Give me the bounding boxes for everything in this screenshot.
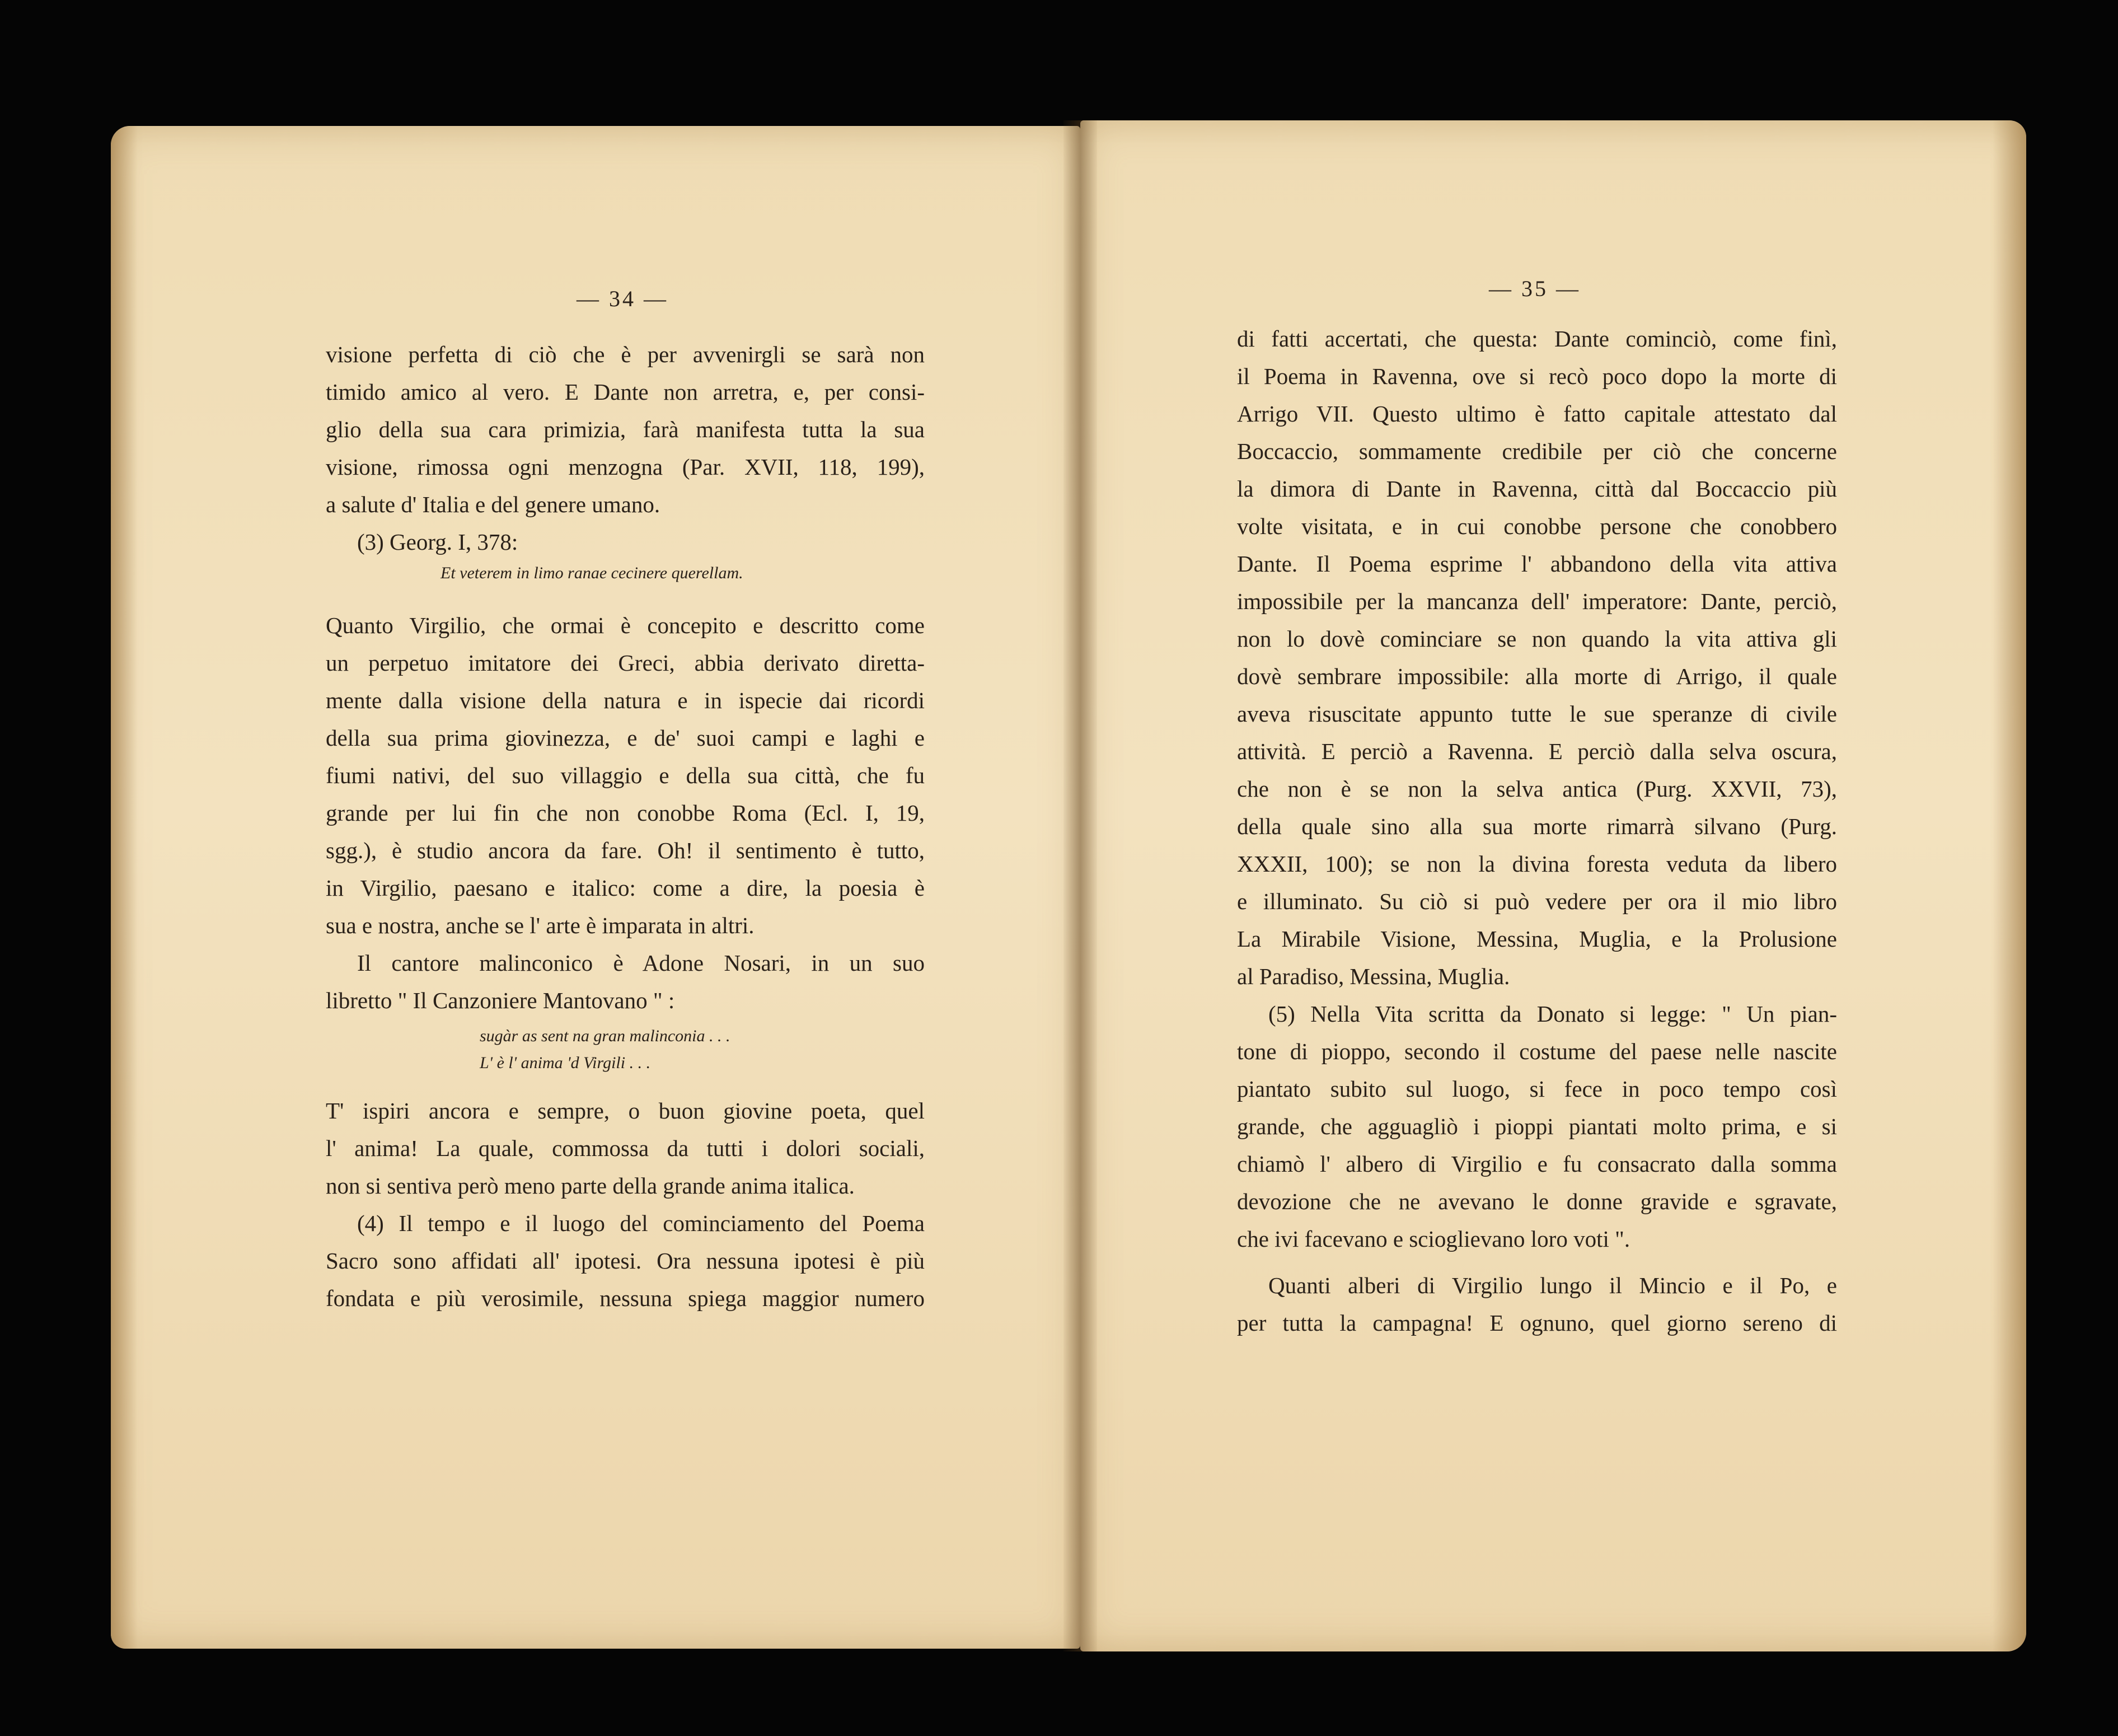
text-line: non si sentiva però meno parte della grande anima italica.: [326, 1173, 855, 1199]
footnote-5-start: (5) Nella Vita scritta da Donato si legge: " Un pian-: [1268, 1001, 1837, 1027]
text-line: aveva risuscitate appunto tutte le sue speranze di civile: [1237, 701, 1837, 727]
text-line: la dimora di Dante in Ravenna, città dal Boccaccio più: [1237, 476, 1837, 502]
page-number-left: — 34 —: [577, 286, 668, 311]
text-line: il Poema in Ravenna, ove si recò poco dopo la morte di: [1237, 363, 1837, 389]
text-line: piantato subito sul luogo, si fece in poco tempo così: [1237, 1076, 1837, 1102]
text-line: e illuminato. Su ciò si può vedere per ora il mio libro: [1237, 888, 1837, 914]
text-line: Quanto Virgilio, che ormai è concepito e descritto come: [326, 612, 925, 638]
text-line: volte visitata, e in cui conobbe persone che conobbero: [1237, 513, 1837, 539]
text-line: visione perfetta di ciò che è per avvenirgli se sarà non: [326, 341, 925, 367]
text-line: della sua prima giovinezza, e de' suoi campi e laghi e: [326, 725, 925, 751]
text-line: La Mirabile Visione, Messina, Muglia, e la Prolusione: [1237, 926, 1837, 952]
right-page-edge: [1993, 120, 2026, 1651]
text-line: devozione che ne avevano le donne gravide e sgravate,: [1237, 1188, 1837, 1214]
right-page-text: [1237, 320, 1837, 1342]
text-line: di fatti accertati, che questa: Dante cominciò, come finì,: [1237, 326, 1837, 352]
footnote-4-start: (4) Il tempo e il luogo del cominciamento del Poema: [357, 1210, 925, 1236]
left-page-text: [326, 336, 925, 1317]
latin-quotation: Et veterem in limo ranae cecinere querellam.: [441, 564, 743, 582]
text-line: in Virgilio, paesano e italico: come a dire, la poesia è: [326, 875, 925, 901]
book-gutter: [1063, 120, 1097, 1651]
text-line: sgg.), è studio ancora da fare. Oh! il sentimento è tutto,: [326, 837, 925, 863]
text-line: chiamò l' albero di Virgilio e fu consacrato dalla somma: [1237, 1151, 1837, 1177]
text-line: fiumi nativi, del suo villaggio e della sua città, che fu: [326, 762, 925, 788]
text-line: Boccaccio, sommamente credibile per ciò che concerne: [1237, 438, 1837, 464]
text-line: Il cantore malinconico è Adone Nosari, in un suo: [357, 950, 925, 976]
text-line: a salute d' Italia e del genere umano.: [326, 492, 660, 517]
dialect-verse-line: sugàr as sent na gran malinconia . . .: [480, 1027, 730, 1045]
text-line: Arrigo VII. Questo ultimo è fatto capitale attestato dal: [1237, 401, 1837, 427]
page-number-right: — 35 —: [1489, 276, 1581, 301]
left-page-edge: [111, 126, 138, 1649]
dialect-verse-line: L' è l' anima 'd Virgili . . .: [480, 1054, 651, 1072]
text-line: per tutta la campagna! E ognuno, quel giorno sereno di: [1237, 1310, 1837, 1336]
footnote-3-heading: (3) Georg. I, 378:: [357, 529, 518, 555]
text-line: dovè sembrare impossibile: alla morte di Arrigo, il quale: [1237, 663, 1837, 689]
text-line: libretto " Il Canzoniere Mantovano " :: [326, 988, 675, 1013]
text-line: glio della sua cara primizia, farà manifesta tutta la sua: [326, 417, 925, 442]
text-line: al Paradiso, Messina, Muglia.: [1237, 963, 1510, 989]
text-line: grande, che agguagliò i pioppi piantati molto prima, e si: [1237, 1113, 1837, 1139]
text-line: tone di pioppo, secondo il costume del paese nelle nascite: [1237, 1038, 1837, 1064]
text-line: mente dalla visione della natura e in ispecie dai ricordi: [326, 687, 925, 713]
text-line: T' ispiri ancora e sempre, o buon giovine poeta, quel: [326, 1098, 925, 1124]
text-line: timido amico al vero. E Dante non arretra, e, per consi-: [326, 379, 925, 405]
text-line: Sacro sono affidati all' ipotesi. Ora nessuna ipotesi è più: [326, 1248, 925, 1274]
text-line: non lo dovè cominciare se non quando la vita attiva gli: [1237, 626, 1837, 652]
text-line: impossibile per la mancanza dell' imperatore: Dante, perciò,: [1237, 588, 1837, 614]
text-line: XXXII, 100); se non la divina foresta veduta da libero: [1237, 851, 1837, 877]
text-line: che ivi facevano e scioglievano loro voti ".: [1237, 1226, 1630, 1252]
text-line: fondata e più verosimile, nessuna spiega maggior numero: [326, 1285, 925, 1311]
text-line: Dante. Il Poema esprime l' abbandono della vita attiva: [1237, 551, 1837, 577]
text-line: un perpetuo imitatore dei Greci, abbia derivato diretta-: [326, 650, 925, 676]
text-line: attività. E perciò a Ravenna. E perciò dalla selva oscura,: [1237, 738, 1837, 764]
text-line: della quale sino alla sua morte rimarrà silvano (Purg.: [1237, 813, 1837, 839]
text-line: l' anima! La quale, commossa da tutti i dolori sociali,: [326, 1135, 925, 1161]
text-line: che non è se non la selva antica (Purg. XXVII, 73),: [1237, 776, 1837, 802]
text-line: sua e nostra, anche se l' arte è imparata in altri.: [326, 913, 755, 938]
text-line: grande per lui fin che non conobbe Roma (Ecl. I, 19,: [326, 800, 925, 826]
text-line: Quanti alberi di Virgilio lungo il Mincio e il Po, e: [1268, 1272, 1837, 1298]
text-line: visione, rimossa ogni menzogna (Par. XVII, 118, 199),: [326, 454, 925, 480]
